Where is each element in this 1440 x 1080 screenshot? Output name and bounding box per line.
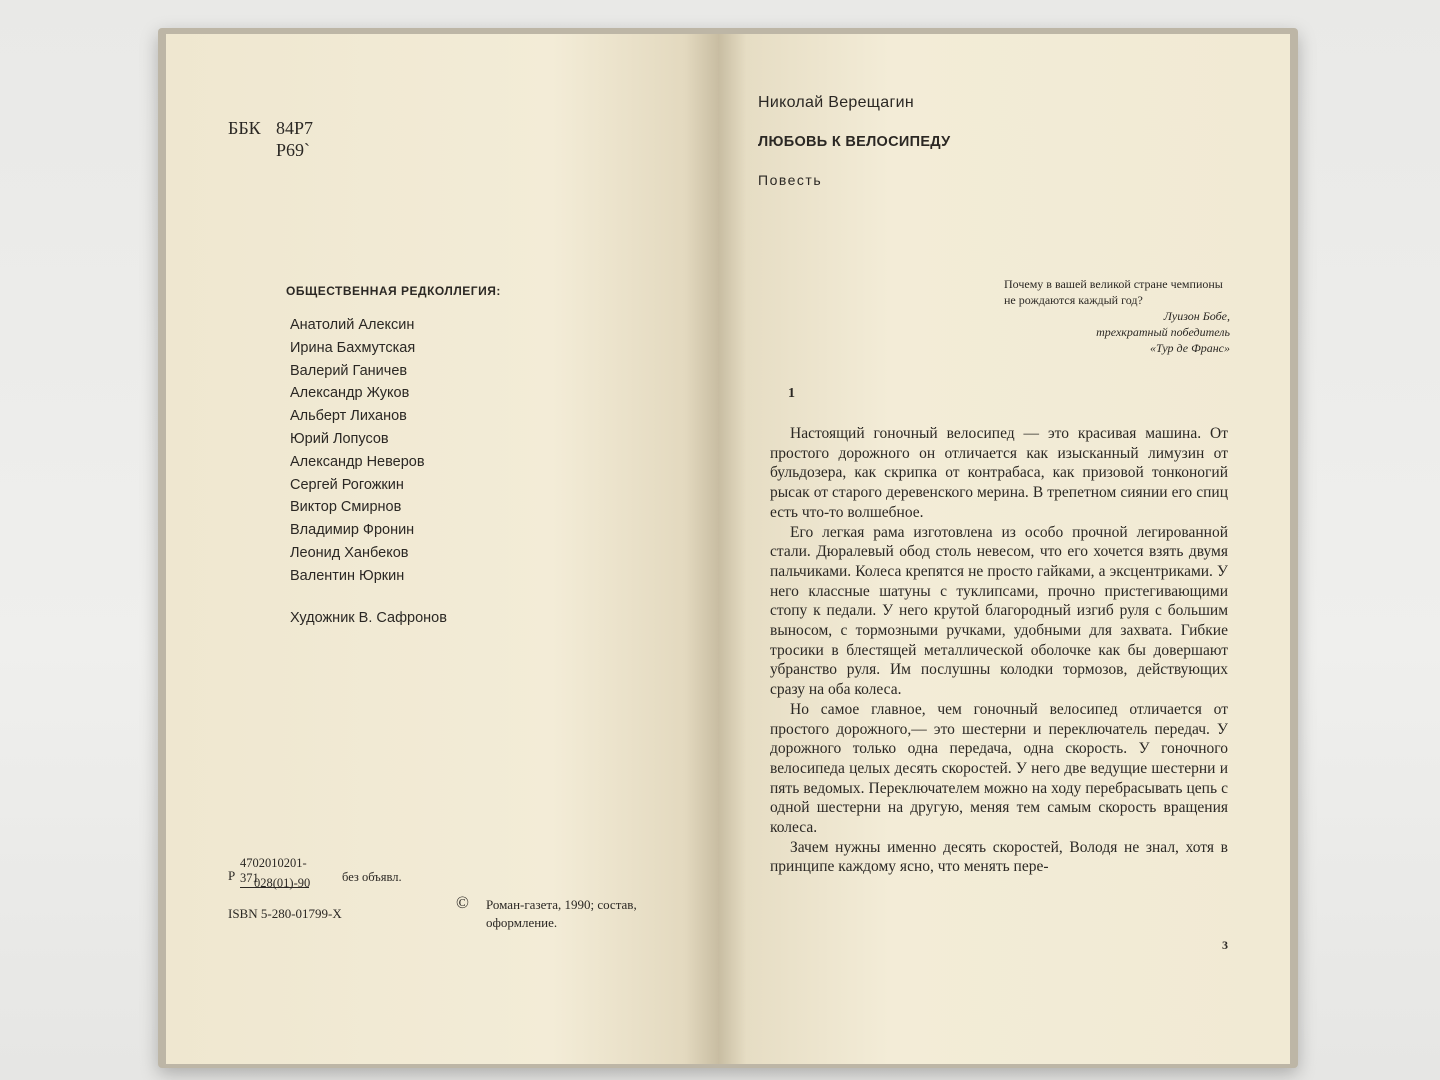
- paragraph: Его легкая рама изготовлена из особо прочной легированной стали. Дюралевый обод столь невесом, что его хочется взять двумя пальчиками. Колеса крепятся не просто гайками, а эксцентриками. У него классные шатуны с туклипсами, прочно пристегивающими стопу к педали. У него крутой благородный изгиб руля с большим выносом, с тормозными ручками, удобными для захвата. Гибкие тросики в блестящей металлической оболочке как бы довершают убранство руля. Им послушны колодки тормозов, действующих сразу на оба колеса.: [770, 523, 1228, 699]
- page-number: 3: [1222, 938, 1228, 952]
- index-letter: Р: [228, 868, 236, 883]
- bbk-code-author: Р69`: [276, 140, 311, 160]
- bbk-code: 84Р7: [276, 118, 314, 138]
- editorial-board-title: ОБЩЕСТВЕННАЯ РЕДКОЛЛЕГИЯ:: [286, 284, 501, 298]
- board-member: Владимир Фронин: [290, 522, 415, 539]
- bbk-label: ББК: [228, 118, 261, 138]
- board-member: Ирина Бахмутская: [290, 339, 416, 356]
- board-member: Виктор Смирнов: [290, 499, 402, 516]
- paragraph: Настоящий гоночный велосипед — это красивая машина. От простого дорожного он отличается как изысканный лимузин от бульдозера, как скрипка от контрабаса, как призовой тонконогий рысак от старого деревенского мерина. В трепетном сиянии его спиц есть что-то волшебное.: [770, 425, 1228, 521]
- epigraph: [1004, 276, 1230, 356]
- show-through-print: [566, 114, 716, 814]
- board-member: Сергей Рогожкин: [290, 476, 404, 493]
- epigraph-author: Луизон Бобе,: [1163, 309, 1230, 323]
- epigraph-text: Почему в вашей великой стране чемпионы не рождаются каждый год?: [1004, 277, 1223, 307]
- board-member: Юрий Лопусов: [290, 430, 389, 447]
- board-member: Валерий Ганичев: [290, 362, 408, 379]
- copyright-text: Роман-газета, 1990; состав, оформление.: [486, 897, 637, 930]
- left-page: [166, 34, 718, 1064]
- board-member: Александр Жуков: [290, 385, 410, 402]
- book-title: ЛЮБОВЬ К ВЕЛОСИПЕДУ: [758, 134, 951, 150]
- paragraph: Но самое главное, чем гоночный велосипед отличается от простого дорожного,— это шестерни и переключатель передач. У дорожного только одна передача, одна скорость. У гоночного велосипеда целых десять скоростей. У него две ведущие шестерни и пять ведомых. Переключателем можно на ходу перебрасывать цепь с одной шестерни на другую, меняя тем самым скорость вращения колеса.: [770, 700, 1228, 837]
- index-numerator: 4702010201-371: [240, 856, 309, 888]
- board-member: Анатолий Алексин: [290, 317, 415, 333]
- copyright-icon: ©: [456, 893, 469, 912]
- epigraph-event: «Тур де Франс»: [1149, 341, 1230, 355]
- paragraph: Зачем нужны именно десять скоростей, Володя не знал, хотя в принципе каждому ясно, что менять пере-: [770, 838, 1228, 876]
- genre-label: Повесть: [758, 172, 823, 188]
- epigraph-role: трехкратный победитель: [1096, 325, 1230, 339]
- chapter-number: 1: [788, 386, 795, 401]
- board-member: Альберт Лиханов: [290, 408, 407, 425]
- index-denominator: 028(01)-90: [254, 876, 311, 890]
- artist-credit: Художник В. Сафронов: [290, 610, 447, 626]
- isbn: ISBN 5-280-01799-X: [228, 906, 342, 921]
- board-member: Александр Неверов: [290, 453, 425, 470]
- right-page: [718, 34, 1290, 1064]
- board-member: Леонид Ханбеков: [290, 544, 409, 561]
- board-member: Валентин Юркин: [290, 567, 405, 584]
- author-name: Николай Верещагин: [758, 94, 914, 111]
- editorial-board-list: [290, 314, 425, 588]
- bbk-classification: [228, 118, 314, 160]
- index-note: без объявл.: [342, 870, 402, 884]
- body-text: [770, 424, 1228, 877]
